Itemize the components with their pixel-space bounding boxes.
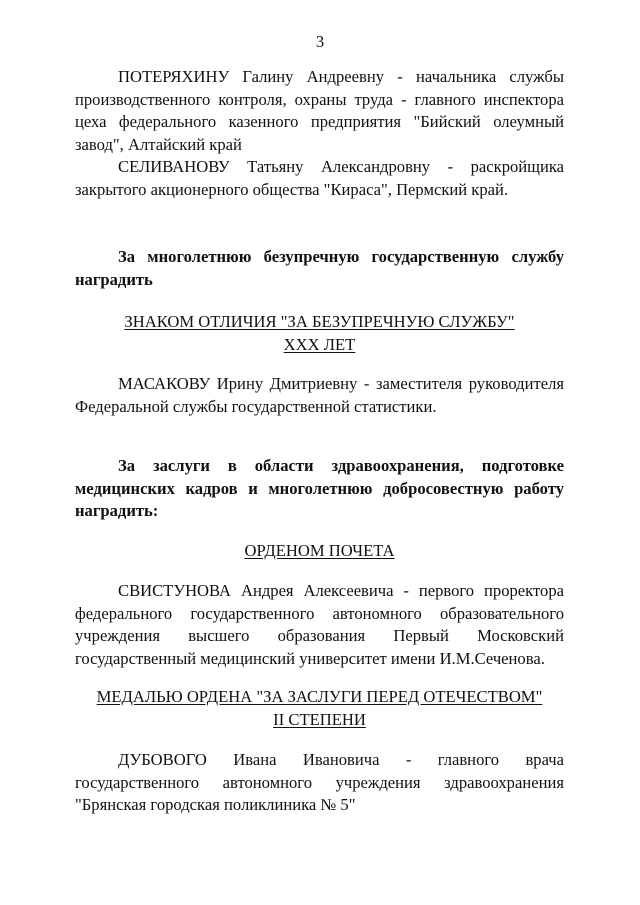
recipient-paragraph: МАСАКОВУ Ирину Дмитриевну - заместителя руководителя Федеральной службы государственной статистики. [75,374,564,416]
recipient-paragraph: СЕЛИВАНОВУ Татьяну Александровну - раскройщика закрытого акционерного общества "Кираса", Пермский край. [75,157,564,199]
award-title-degree: II СТЕПЕНИ [273,709,366,729]
recipient-list-badge [75,373,564,418]
award-heading-medal [75,686,564,731]
award-heading-badge [75,311,564,356]
award-clause-service [75,246,564,291]
award-title: ОРДЕНОМ ПОЧЕТА [244,541,395,560]
award-clause-healthcare [75,455,564,523]
recipient-list-order [75,580,564,670]
recipient-paragraph: ПОТЕРЯХИНУ Галину Андреевну - начальника службы производственного контроля, охраны труда - главного инспектора цеха федерального казенного предприятия "Бийский олеумный завод", Алтайский край [75,67,564,154]
award-clause: За многолетнюю безупречную государственную службу наградить [75,247,564,289]
award-title: МЕДАЛЬЮ ОРДЕНА "ЗА ЗАСЛУГИ ПЕРЕД ОТЕЧЕСТВОМ" [96,687,543,706]
recipient-paragraph: ДУБОВОГО Ивана Ивановича - главного врача государственного автономного учреждения здравоохранения "Брянская городская поликлиника № 5" [75,750,564,814]
award-title: ЗНАКОМ ОТЛИЧИЯ "ЗА БЕЗУПРЕЧНУЮ СЛУЖБУ" [124,312,515,331]
recipient-list-medal [75,749,564,817]
page-number: 3 [315,32,325,51]
award-clause: За заслуги в области здравоохранения, подготовке медицинских кадров и многолетнюю добросовестную работу наградить: [75,456,564,520]
recipient-list-top [75,66,564,201]
recipient-paragraph: СВИСТУНОВА Андрея Алексеевича - первого проректора федерального государственного автономного образовательного учреждения высшего образования Первый Московский государственный медицинский университет имени И.М.Сеченова. [75,581,564,668]
award-title-degree: XXX ЛЕТ [283,334,356,354]
award-heading-order [75,540,564,563]
